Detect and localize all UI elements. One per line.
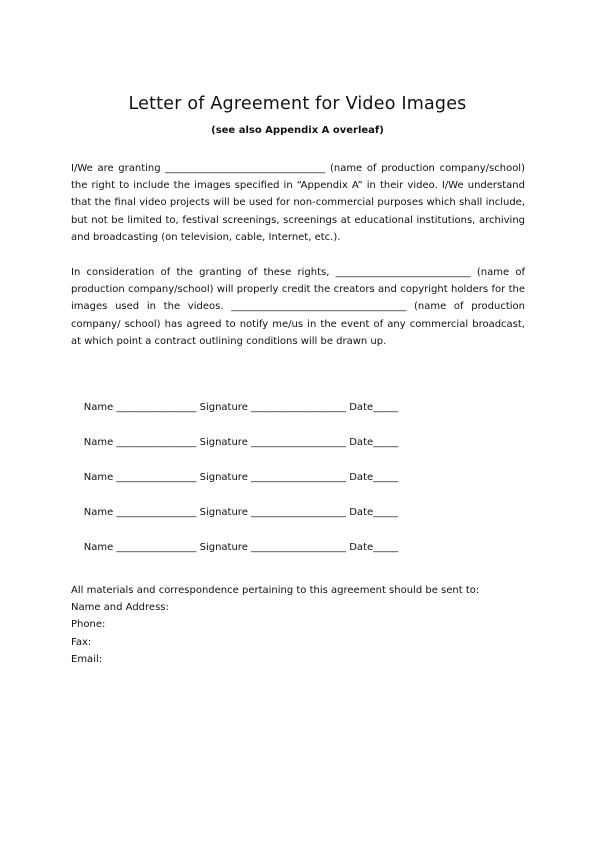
fax-label: Fax: — [71, 636, 92, 648]
date-label: Date — [349, 507, 374, 518]
signature-row — [71, 531, 398, 564]
signature-blank[interactable]: ___________________ — [251, 437, 347, 448]
signature-label: Signature — [199, 437, 248, 448]
signature-row — [71, 391, 398, 424]
date-blank[interactable]: _____ — [373, 437, 399, 448]
agreement-paragraph-1: I/We are granting ________________________________ (name of production company/school) the right to include the images specified in “Appendix A” in their video. I/We understand that the final video projects will be used for non-commercial purposes which shall include, but not be limited to, festival screenings, screenings at educational institutions, archiving and broadcasting (on television, cable, Internet, etc.). — [71, 163, 525, 243]
name-label: Name — [83, 402, 114, 413]
signature-label: Signature — [199, 542, 248, 553]
signature-row — [71, 496, 398, 529]
document-subtitle: (see also Appendix A overleaf) — [211, 125, 384, 136]
phone-label: Phone: — [71, 619, 106, 631]
signature-row — [71, 461, 398, 494]
date-label: Date — [349, 542, 374, 553]
signature-row — [71, 426, 398, 459]
date-blank[interactable]: _____ — [373, 507, 399, 518]
name-label: Name — [83, 437, 114, 448]
signature-blank[interactable]: ___________________ — [251, 402, 347, 413]
signature-blank[interactable]: ___________________ — [251, 472, 347, 483]
name-blank[interactable]: ________________ — [116, 402, 197, 413]
email-label: Email: — [71, 653, 103, 665]
date-label: Date — [349, 472, 374, 483]
date-blank[interactable]: _____ — [373, 472, 399, 483]
contact-block — [71, 582, 479, 668]
name-address-label: Name and Address: — [71, 602, 169, 614]
signature-label: Signature — [199, 402, 248, 413]
contact-intro: All materials and correspondence pertaining to this agreement should be sent to: — [71, 585, 480, 596]
name-blank[interactable]: ________________ — [116, 472, 197, 483]
name-blank[interactable]: ________________ — [116, 507, 197, 518]
name-blank[interactable]: ________________ — [116, 542, 197, 553]
date-blank[interactable]: _____ — [373, 542, 399, 553]
signature-label: Signature — [199, 472, 248, 483]
signature-label: Signature — [199, 507, 248, 518]
signature-blank[interactable]: ___________________ — [251, 542, 347, 553]
signature-blank[interactable]: ___________________ — [251, 507, 347, 518]
name-blank[interactable]: ________________ — [116, 437, 197, 448]
name-label: Name — [83, 507, 114, 518]
date-label: Date — [349, 402, 374, 413]
agreement-paragraph-2: In consideration of the granting of these rights, ___________________________ (name of production company/school) will properly credit the creators and copyright holders for the images used in the videos. ___________________________________ (name of production company/ school) has agreed to notify me/us in the event of any commercial broadcast, at which point a contract outlining conditions will be drawn up. — [71, 267, 525, 347]
date-label: Date — [349, 437, 374, 448]
document-title: Letter of Agreement for Video Images — [128, 94, 467, 114]
date-blank[interactable]: _____ — [373, 402, 399, 413]
name-label: Name — [83, 542, 114, 553]
name-label: Name — [83, 472, 114, 483]
